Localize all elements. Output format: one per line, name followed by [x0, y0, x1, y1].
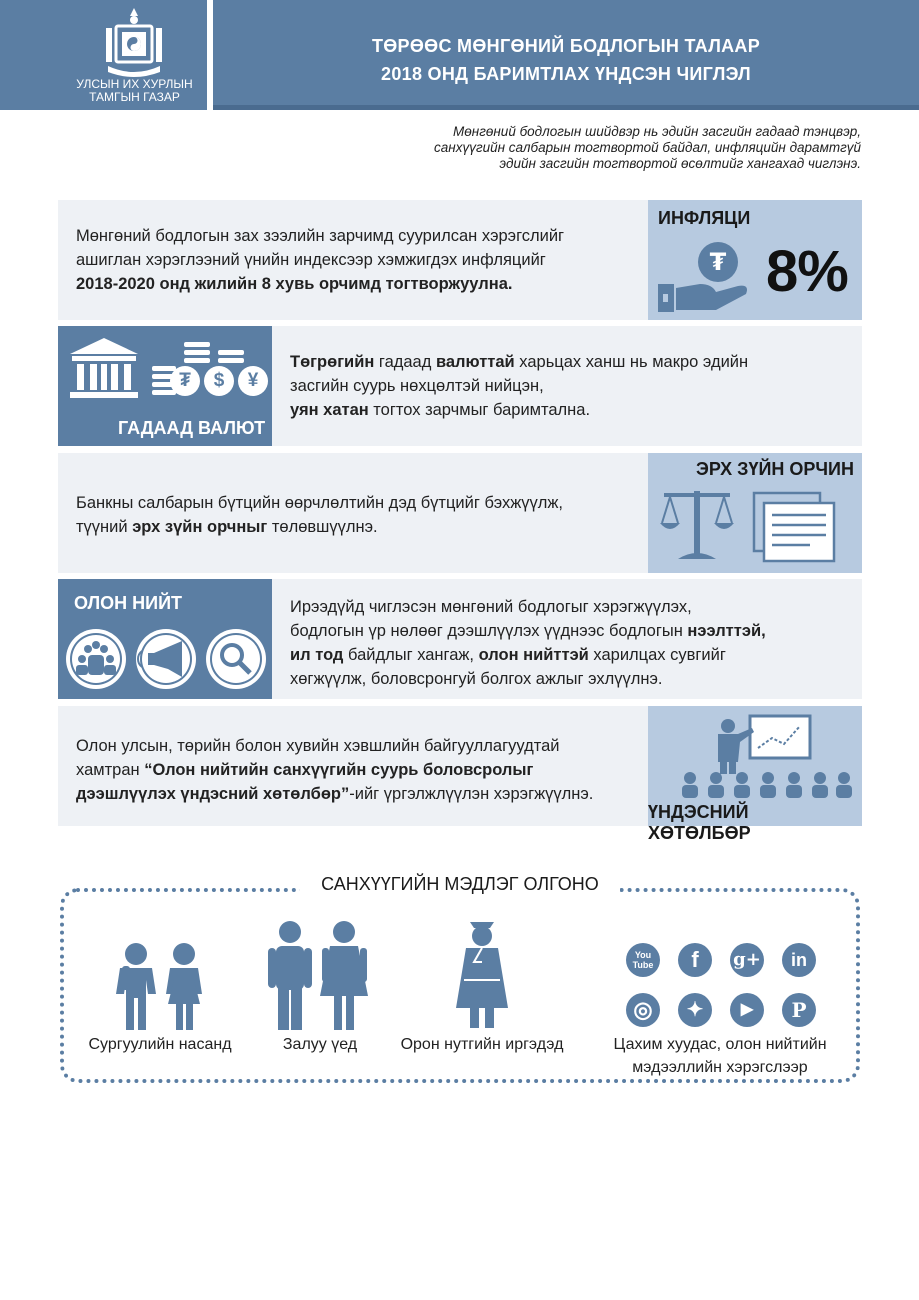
currency-panel: [58, 326, 272, 446]
bank-coins-icon: [68, 334, 268, 404]
tugrik-coin-icon: ₮: [170, 366, 200, 396]
public-text: [290, 595, 860, 691]
audience-youth: Залуу үед: [282, 1036, 358, 1053]
currency-label: ГАДААД ВАЛЮТ: [118, 418, 266, 438]
inflation-text-line2: ашиглан хэрэглээний үнийн индексээр хэмжигдэх инфляцийг: [76, 251, 546, 269]
dollar-coin-icon: $: [204, 366, 234, 396]
public-text-line3-mid: байдлыг хангаж,: [343, 646, 479, 664]
page-title-line2: 2018 ОНД БАРИМТЛАХ ҮНДСЭН ЧИГЛЭЛ: [381, 64, 751, 84]
legal-text-bold: эрх зүйн орчныг: [132, 518, 268, 536]
instagram-icon: ◎: [626, 993, 660, 1027]
page-title-line1: ТӨРӨӨС МӨНГӨНИЙ БОДЛОГЫН ТАЛААР: [371, 36, 761, 56]
scales-documents-icon: [658, 483, 848, 569]
org-name: [62, 78, 207, 104]
public-text-bold-public: олон нийттэй: [478, 646, 589, 664]
youth-icon: [266, 920, 374, 1032]
org-name-line2: ТАМГЫН ГАЗАР: [89, 90, 180, 104]
currency-text-end: харьцах ханш нь макро эдийн: [514, 353, 749, 371]
intro-line2: санхүүгийн салбарын тогтвортой байдал, инфляцийн дарамтгүй: [434, 140, 861, 155]
org-name-line1: УЛСЫН ИХ ХУРЛЫН: [76, 77, 193, 91]
intro-statement: [341, 124, 861, 172]
school-children-icon: [110, 940, 210, 1032]
header-title-panel: [213, 0, 919, 110]
section-national-program: [58, 706, 862, 843]
pinterest-icon: P: [782, 993, 816, 1027]
program-text-line1: Олон улсын, төрийн болон хувийн хэвшлийн байгууллагуудтай: [76, 737, 560, 755]
rural-citizen-icon: [452, 918, 512, 1030]
knowledge-title: САНХҮҮГИЙН МЭДЛЭГ ОЛГОНО: [300, 874, 620, 895]
svg-text:₮: ₮: [709, 248, 727, 276]
inflation-text: [76, 224, 646, 296]
program-text-bold-2: дээшлүүлэх үндэсний хөтөлбөр”: [76, 785, 350, 803]
twitter-icon: ✦: [678, 993, 712, 1027]
facebook-icon: f: [678, 943, 712, 977]
currency-text-bold-2: валюттай: [435, 353, 515, 371]
hand-coin-icon: [656, 240, 760, 316]
section-public: [58, 579, 862, 699]
intro-line3: эдийн засгийн тогтвортой өсөлтийг хангахад чиглэнэ.: [499, 156, 861, 171]
inflation-target: 2018-2020 онд жилийн 8 хувь орчимд тогтворжуулна.: [76, 275, 513, 293]
inflation-text-line1: Мөнгөний бодлогын зах зээлийн зарчимд суурилсан хэрэгслийг: [76, 227, 565, 245]
audience-digital-line2: мэдээллийн хэрэгслээр: [632, 1059, 808, 1076]
program-panel: [648, 706, 862, 843]
legal-text-line1: Банкны салбарын бүтцийн өөрчлөлтийн дэд бүтцийг бэхжүүлж,: [76, 494, 564, 512]
program-text-bold-1: “Олон нийтийн санхүүгийн суурь боловсролыг: [144, 761, 534, 779]
audience-digital: [590, 1033, 850, 1079]
yen-coin-icon: ¥: [238, 366, 268, 396]
public-label: ОЛОН НИЙТ: [74, 593, 183, 613]
program-text-line2-start: хамтран: [76, 761, 145, 779]
public-text-line1: Ирээдүйд чиглэсэн мөнгөний бодлогыг хэрэгжүүлэх,: [290, 598, 692, 616]
currency-text-line2: засгийн суурь нөхцөлтэй нийцэн,: [290, 377, 544, 395]
public-icons: [62, 623, 270, 695]
program-text: [76, 734, 656, 806]
public-text-line2-start: бодлогын үр нөлөөг дээшлүүлэх үүднээс бодлогын: [290, 622, 688, 640]
legal-text-start: түүний: [76, 518, 133, 536]
audience-rural: Орон нутгийн иргэдэд: [400, 1036, 564, 1053]
linkedin-icon: in: [782, 943, 816, 977]
inflation-value: 8%: [766, 239, 848, 304]
legal-panel: [648, 453, 862, 573]
inflation-label: ИНФЛЯЦИ: [658, 208, 751, 228]
intro-line1: Мөнгөний бодлогын шийдвэр нь эдийн засгийн гадаад тэнцвэр,: [453, 124, 861, 139]
google-plus-icon: g+: [730, 943, 764, 977]
currency-text-bold-3: уян хатан: [290, 401, 369, 419]
legal-label: ЭРХ ЗҮЙН ОРЧИН: [696, 459, 854, 479]
youtube-icon: You Tube: [626, 943, 660, 977]
header-logo-panel: [0, 0, 207, 110]
currency-text: [290, 350, 850, 422]
state-emblem-icon: [102, 6, 166, 82]
program-text-line3-end: -ийг үргэлжлүүлэн хэрэгжүүлнэ.: [349, 785, 594, 803]
section-legal: [58, 453, 862, 573]
public-text-line4: хөгжүүлж, боловсронгуй болгох ажлыг эхлүүлнэ.: [290, 670, 663, 688]
page-title: [213, 32, 919, 88]
legal-text: [76, 491, 646, 539]
inflation-panel: [648, 200, 862, 320]
public-text-bold-transparent: ил тод: [290, 646, 344, 664]
currency-text-line3-end: тогтох зарчмыг баримтална.: [368, 401, 591, 419]
section-foreign-currency: [58, 326, 862, 446]
currency-text-bold-1: Төгрөгийн: [290, 353, 375, 371]
youtube-play-icon: ▶: [730, 993, 764, 1027]
program-label: ҮНДЭСНИЙ ХӨТӨЛБӨР: [648, 802, 751, 843]
presentation-audience-icon: [682, 712, 852, 798]
audience-digital-line1: Цахим хуудас, олон нийтийн: [613, 1036, 827, 1053]
currency-text-mid: гадаад: [374, 353, 436, 371]
public-text-bold-open: нээлттэй,: [687, 622, 766, 640]
public-panel: [58, 579, 272, 699]
legal-text-end: төлөвшүүлнэ.: [267, 518, 378, 536]
public-text-line3-end: харилцах сувгийг: [588, 646, 726, 664]
section-inflation: [58, 200, 862, 320]
audience-school: Сургуулийн насанд: [88, 1036, 232, 1053]
